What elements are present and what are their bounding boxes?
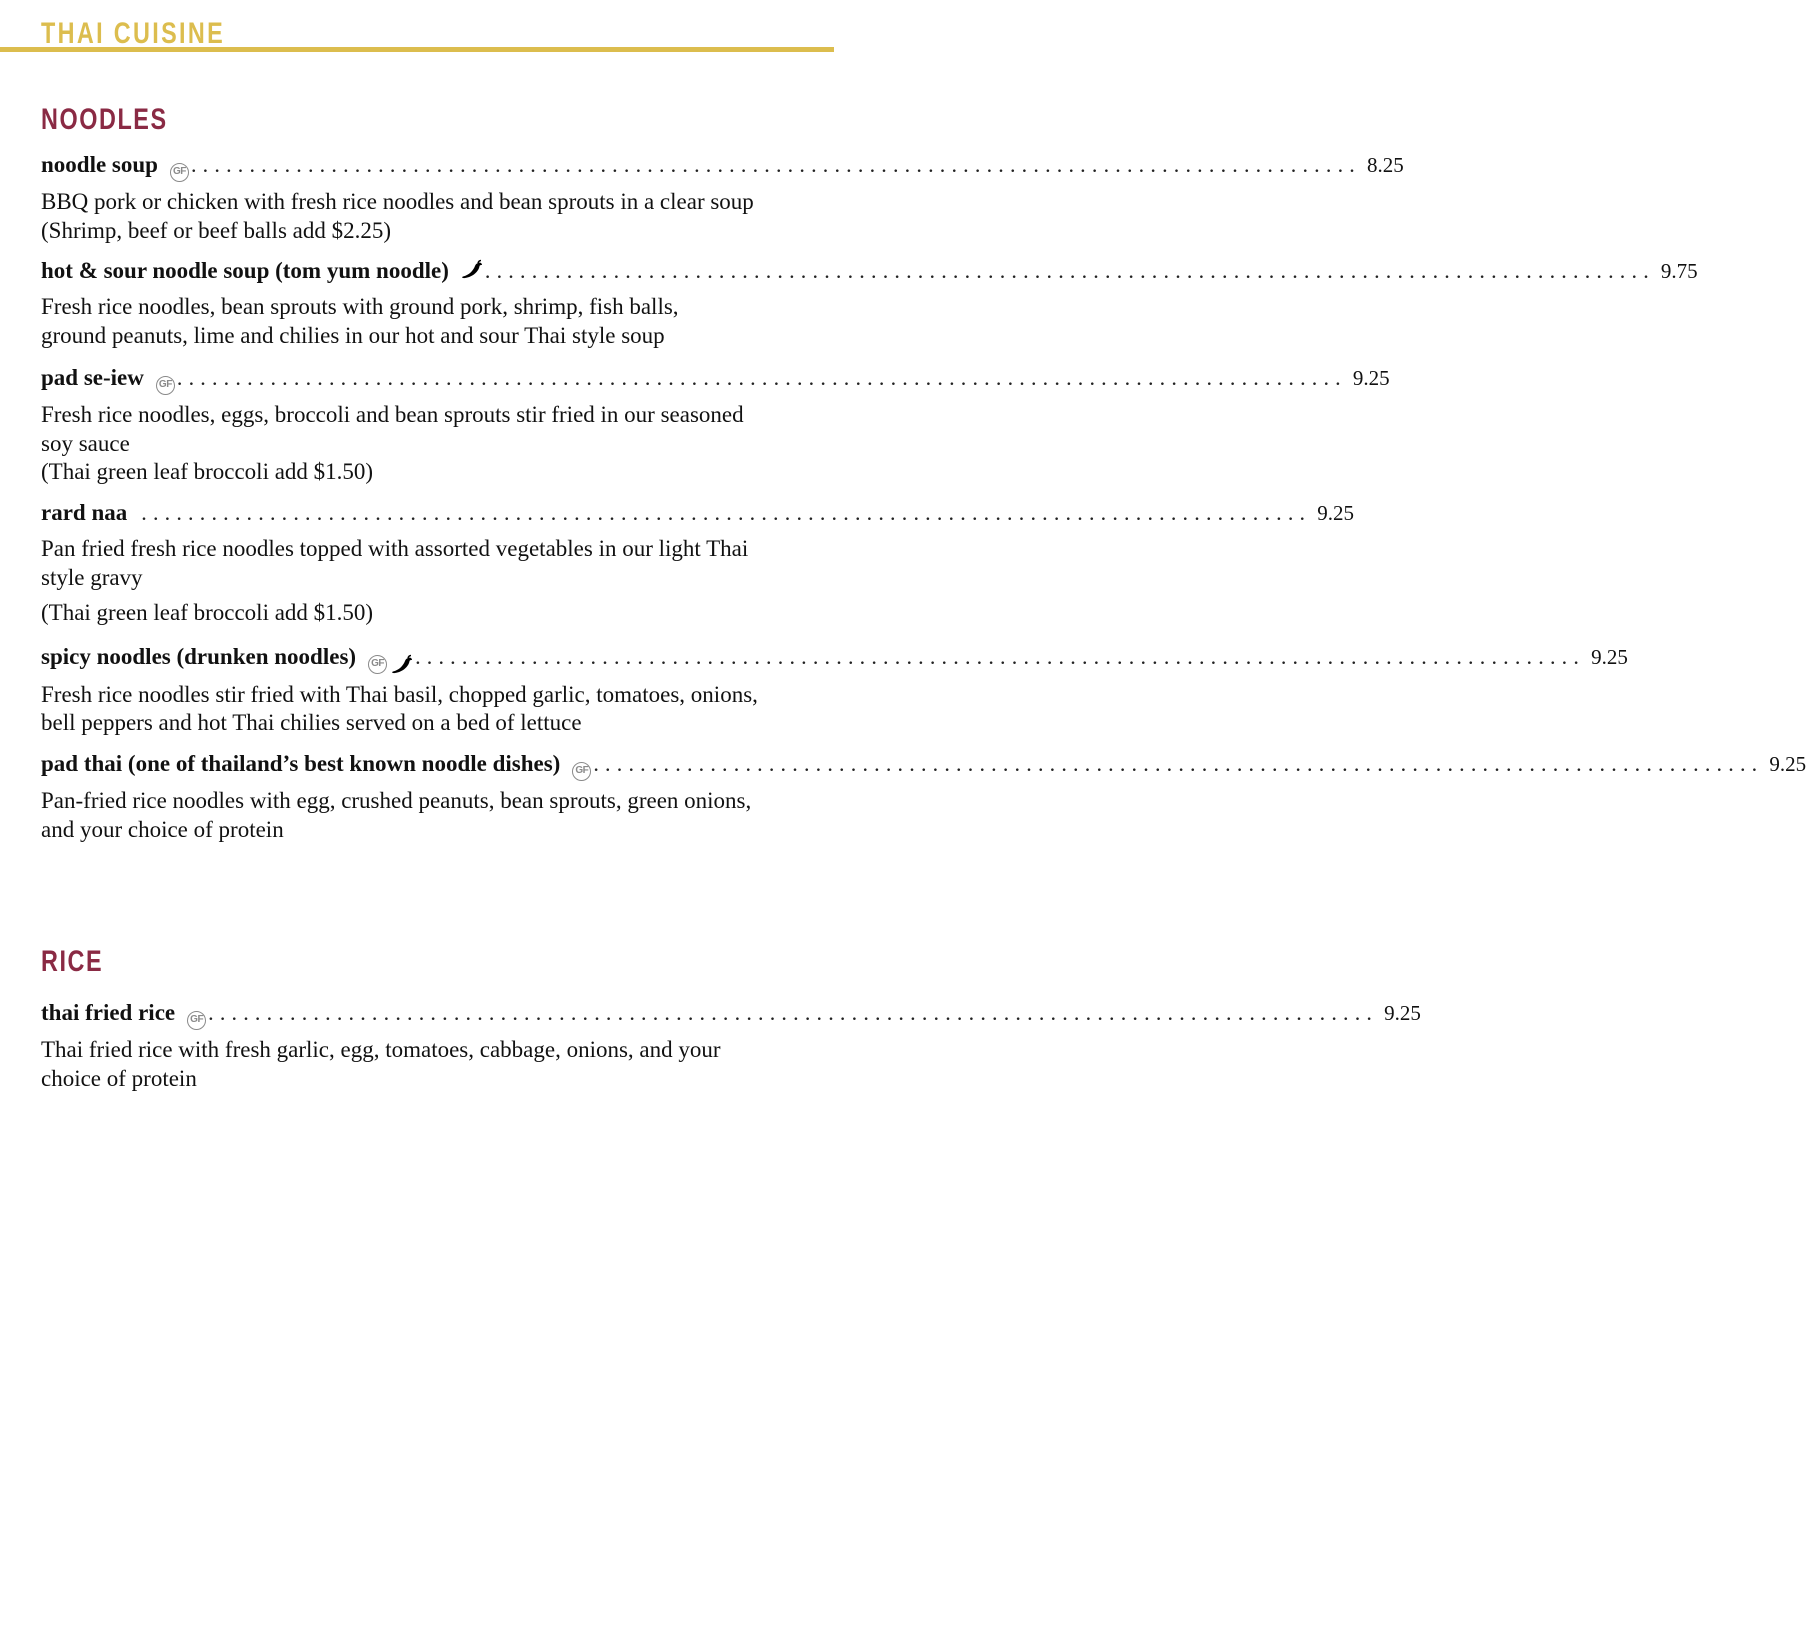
item-description: BBQ pork or chicken with fresh rice noodles and bean sprouts in a clear soup (Shrimp, beef or beef balls add $2.25) — [41, 189, 754, 243]
chili-pepper-icon — [461, 260, 483, 280]
item-name: hot & sour noodle soup (tom yum noodle) — [41, 258, 449, 283]
item-header — [41, 151, 1404, 180]
item-header — [41, 364, 1390, 393]
item-price: 9.25 — [1317, 501, 1354, 525]
dot-leader: .................................................................................................... — [484, 258, 1655, 283]
item-description: Fresh rice noodles stir fried with Thai basil, chopped garlic, tomatoes, onions, bell peppers and hot Thai chilies served on a bed of lettuce — [41, 681, 758, 735]
item-name: noodle soup — [41, 152, 158, 177]
item-name: pad thai (one of thailand’s best known noodle dishes) — [41, 751, 561, 776]
menu-item-pad-se-iew — [41, 364, 1390, 487]
item-note: (Thai green leaf broccoli add $1.50) — [41, 600, 374, 625]
item-price: 9.25 — [1384, 1001, 1421, 1025]
dot-leader: .................................................................................................... — [141, 500, 1312, 525]
menu-item-noodle-soup — [41, 151, 1404, 245]
item-price: 9.25 — [1591, 645, 1628, 669]
gluten-free-icon: GF — [368, 655, 387, 674]
dot-leader: .................................................................................................... — [415, 644, 1586, 669]
section-title-noodles: NOODLES — [41, 103, 168, 136]
item-header — [41, 257, 1698, 285]
item-icons — [461, 260, 483, 280]
item-description: Thai fried rice with fresh garlic, egg, tomatoes, cabbage, onions, and your choice of protein — [41, 1037, 721, 1091]
menu-item-pad-thai — [41, 750, 1806, 844]
item-icons — [156, 376, 175, 395]
menu-item-rard-naa — [41, 499, 1354, 628]
item-description: Fresh rice noodles, eggs, broccoli and bean sprouts stir fried in our seasoned soy sauce (Thai green leaf broccoli add $1.50) — [41, 402, 744, 484]
item-header — [41, 499, 1354, 527]
item-icons — [572, 762, 591, 781]
item-name: rard naa — [41, 500, 128, 525]
gluten-free-icon: GF — [170, 163, 189, 182]
item-description: Pan-fried rice noodles with egg, crushed peanuts, bean sprouts, green onions, and your choice of protein — [41, 788, 752, 842]
item-price: 9.75 — [1660, 259, 1698, 283]
menu-item-spicy-noodles — [41, 643, 1628, 738]
gluten-free-icon: GF — [572, 762, 591, 781]
dot-leader: .................................................................................................... — [593, 751, 1764, 776]
item-icons — [187, 1011, 206, 1030]
dot-leader: .................................................................................................... — [190, 152, 1361, 177]
item-icons — [368, 655, 413, 675]
item-price: 8.25 — [1366, 153, 1404, 177]
item-name: thai fried rice — [41, 1000, 176, 1025]
gluten-free-icon: GF — [156, 376, 175, 395]
section-title-rice: RICE — [41, 945, 104, 978]
item-header — [41, 999, 1421, 1028]
item-header — [41, 643, 1628, 673]
item-description: Fresh rice noodles, bean sprouts with ground pork, shrimp, fish balls, ground peanuts, lime and chilies in our hot and sour Thai style soup — [41, 294, 679, 348]
item-description: Pan fried fresh rice noodles topped with assorted vegetables in our light Thai style gravy — [41, 536, 749, 590]
item-header — [41, 750, 1806, 779]
noodles-section — [41, 103, 1806, 864]
dot-leader: .................................................................................................... — [176, 365, 1347, 390]
item-icons — [170, 163, 189, 182]
menu-item-thai-fried-rice — [41, 999, 1421, 1093]
item-name: pad se-iew — [41, 365, 144, 390]
gluten-free-icon: GF — [187, 1011, 206, 1030]
chili-pepper-icon — [391, 655, 413, 675]
item-price: 9.25 — [1352, 366, 1390, 390]
page-title: THAI CUISINE — [41, 17, 226, 50]
item-price: 9.25 — [1769, 752, 1806, 776]
item-name: spicy noodles (drunken noodles) — [41, 644, 357, 669]
menu-item-hot-sour-noodle-soup — [41, 257, 1698, 350]
dot-leader: .................................................................................................... — [208, 1000, 1379, 1025]
page-header — [0, 0, 834, 52]
rice-section — [41, 945, 1421, 1106]
